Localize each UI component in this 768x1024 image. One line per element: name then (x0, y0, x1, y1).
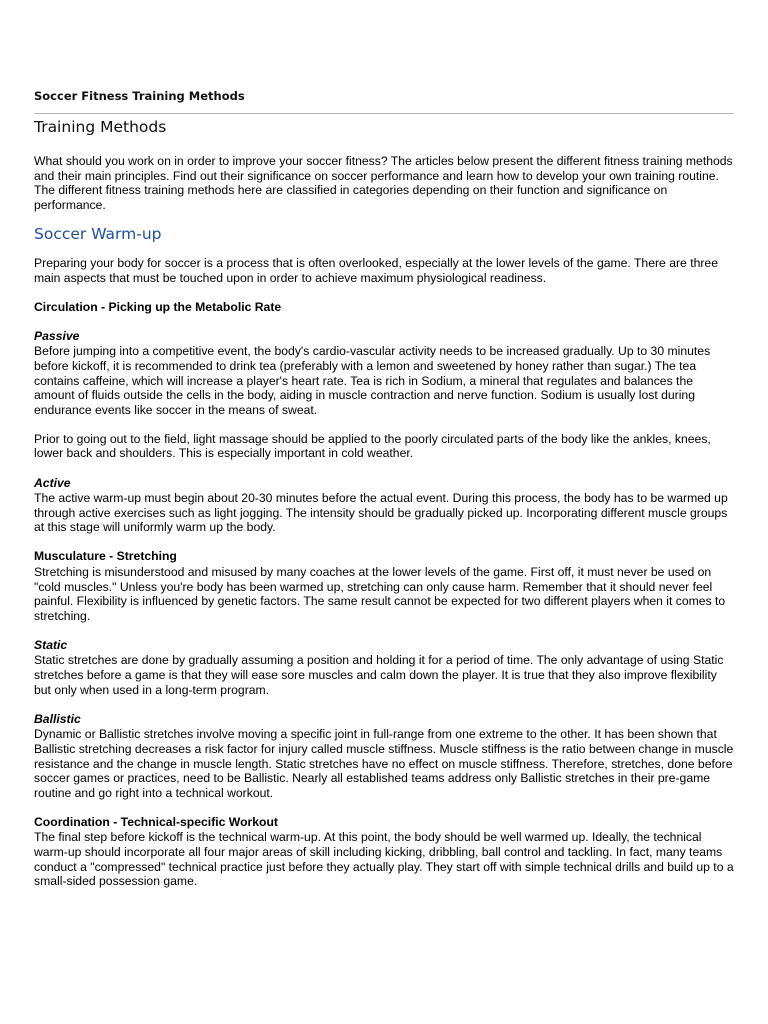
musculature-block (34, 549, 734, 623)
static-block (34, 638, 734, 697)
page-title: Training Methods (34, 118, 167, 136)
active-block (34, 476, 734, 535)
active-heading: Active (34, 475, 71, 490)
ballistic-paragraph: Dynamic or Ballistic stretches involve moving a specific joint in full-range from one extreme to the other. It has been shown that Ballistic stretching decreases a risk factor for injury called muscle stiffness. Muscle stiffness is the ratio between change in muscle resistance and the change in muscle length. Static stretches have no effect on muscle stiffness. Therefore, stretches, done before soccer games or practices, need to be Ballistic. Nearly all established teams address only Ballistic stretches in their pre-game routine and go right into a technical workout. (34, 727, 734, 800)
warmup-intro-paragraph: Preparing your body for soccer is a process that is often overlooked, especially at the lower levels of the game. There are three main aspects that must be touched upon in order to achieve maximum physiological readiness. (34, 256, 718, 286)
circulation-heading: Circulation - Picking up the Metabolic Rate (34, 300, 282, 315)
static-heading: Static (34, 637, 68, 652)
intro-paragraph: What should you work on in order to improve your soccer fitness? The articles below present the different fitness training methods and their main principles. Find out their significance on soccer performance and learn how to develop your own training routine. The different fitness training methods here are classified in categories depending on their function and significance on performance. (34, 154, 733, 212)
header-divider (34, 113, 734, 114)
coordination-paragraph: The final step before kickoff is the technical warm-up. At this point, the body should be well warmed up. Ideally, the technical warm-up should incorporate all four major areas of skill including kicking, dribbling, ball control and tackling. In fact, many teams conduct a "compressed" technical practice just before they actually play. They start off with simple technical drills and build up to a small-sided possession game. (34, 830, 734, 889)
site-title: Soccer Fitness Training Methods (34, 89, 245, 103)
passive-paragraph-2: Prior to going out to the field, light massage should be applied to the poorly circulated parts of the body like the ankles, knees, lower back and shoulders. This is especially important in cold weather. (34, 431, 711, 461)
musculature-paragraph: Stretching is misunderstood and misused by many coaches at the lower levels of the game. First off, it must never be used on "cold muscles." Unless you're body has been warmed up, stretching can only cause harm. Remember that it should never feel painful. Flexibility is influenced by genetic factors. The same result cannot be expected for two different players when it comes to stretching. (34, 564, 726, 623)
musculature-heading: Musculature - Stretching (34, 549, 177, 564)
ballistic-heading: Ballistic (34, 711, 81, 726)
passive-paragraph-1: Before jumping into a competitive event, the body's cardio-vascular activity needs to be increased gradually. Up to 30 minutes before kickoff, it is recommended to drink tea (preferably with a lemon and sweetened by honey rather than sugar.) The tea contains caffeine, which will increase a player's heart rate. Tea is rich in Sodium, a mineral that regulates and balances the amount of fluids outside the cells in the body, aiding in muscle contraction and nerve function. Sodium is usually lost during endurance events like soccer in the means of sweat. (34, 344, 711, 417)
static-paragraph: Static stretches are done by gradually assuming a position and holding it for a period of time. The only advantage of using Static stretches before a game is that they will ease sore muscles and calm down the player. It is true that they also improve flexibility but only when used in a long-term program. (34, 653, 724, 697)
passive-heading: Passive (34, 328, 80, 343)
coordination-block (34, 815, 734, 889)
active-paragraph: The active warm-up must begin about 20-30 minutes before the actual event. During this process, the body has to be warmed up through active exercises such as light jogging. The intensity should be gradually picked up. Incorporating different muscle groups at this stage will uniformly warm up the body. (34, 491, 728, 535)
coordination-heading: Coordination - Technical-specific Workout (34, 814, 278, 829)
ballistic-block (34, 712, 734, 801)
article-body (34, 154, 734, 903)
passive-block (34, 329, 734, 418)
section-title-warmup: Soccer Warm-up (34, 224, 162, 243)
